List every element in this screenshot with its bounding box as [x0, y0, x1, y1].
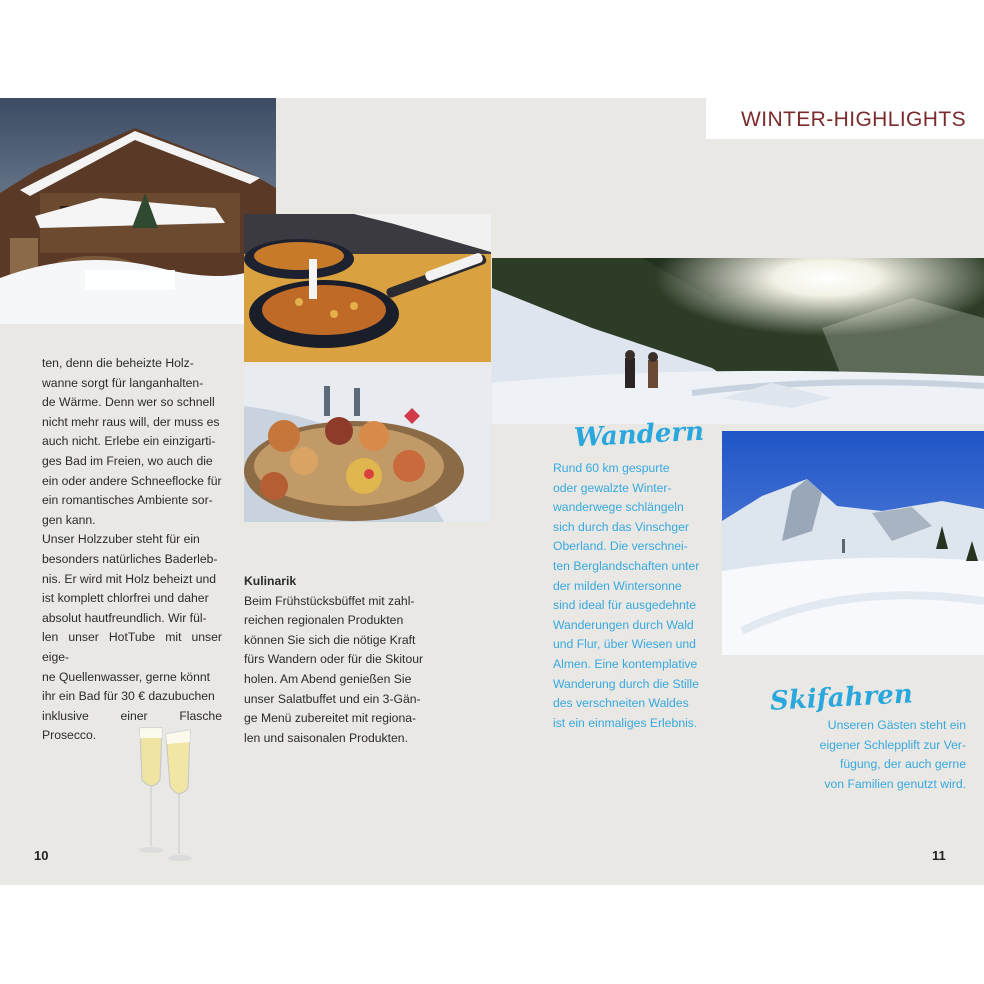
skifahren-text: [800, 716, 966, 794]
prosecco-glasses-illustration: [132, 720, 202, 868]
text-line: reichen regionalen Produkten: [244, 613, 404, 628]
text-line: de Wärme. Denn wer so schnell: [42, 395, 215, 410]
text-line: oder gewalzte Winter-: [553, 480, 672, 495]
winter-hikers-photo: [492, 258, 984, 424]
text-line: absolut hautfreundlich. Wir fül-: [42, 610, 207, 625]
skifahren-heading: Skifahren: [769, 679, 914, 717]
text-line: holen. Am Abend genießen Sie: [244, 671, 412, 686]
wandern-heading: Wandern: [573, 416, 705, 454]
text-line: ist komplett chlorfrei und daher: [42, 591, 209, 606]
text-line: ein oder andere Schneeflocke für: [42, 473, 222, 488]
page-number-left: 10: [34, 848, 49, 863]
text-line: Wanderungen durch Wald: [553, 617, 694, 632]
text-line: inklusive einer Flasche Prosecco.: [42, 708, 222, 743]
pasta-pans-photo: [244, 214, 491, 362]
section-title-box: [706, 98, 984, 139]
text-line: Almen. Eine kontemplative: [553, 656, 698, 671]
text-line: ten, denn die beheizte Holz-: [42, 356, 194, 370]
text-line: und Flur, über Wiesen und: [553, 637, 696, 652]
text-line: unser Salatbuffet und ein 3-Gän-: [244, 691, 421, 706]
text-line: len unser HotTube mit unser eige-: [42, 630, 222, 664]
text-line: Rund 60 km gespurte: [553, 461, 670, 475]
ski-slope-photo: [722, 431, 984, 655]
section-title: WINTER-HIGHLIGHTS: [741, 108, 966, 131]
text-line: gen kann.: [42, 512, 96, 527]
text-line: Wanderung durch die Stille: [553, 676, 699, 691]
text-line: auch nicht. Erlebe ein einzigarti-: [42, 434, 216, 449]
text-line: wanderwege schlängeln: [553, 500, 684, 515]
brochure-spread: [0, 98, 984, 885]
kulinarik-text: [244, 572, 428, 748]
wandern-text: [553, 459, 713, 733]
text-line: eigener Schlepplift zur Ver-: [819, 737, 966, 752]
text-line: von Familien genutzt wird.: [824, 776, 966, 791]
text-line: können Sie sich die nötige Kraft: [244, 632, 416, 647]
text-line: ist ein einmaliges Erlebnis.: [553, 715, 698, 730]
text-line: des verschneiten Waldes: [553, 696, 689, 711]
kulinarik-heading: Kulinarik: [244, 574, 297, 588]
text-line: fürs Wandern oder für die Skitour: [244, 652, 424, 667]
text-line: ten Berglandschaften unter: [553, 558, 700, 573]
text-line: ein romantisches Ambiente sor-: [42, 493, 213, 508]
text-line: wanne sorgt für langanhalten-: [42, 375, 204, 390]
text-line: Oberland. Die verschnei-: [553, 539, 688, 554]
text-line: sich durch das Vinschger: [553, 519, 689, 534]
text-line: der milden Wintersonne: [553, 578, 682, 593]
hot-tub-text: [42, 354, 222, 746]
chalet-hot-tub-photo: [0, 98, 276, 324]
party-buffet-photo: [244, 366, 491, 522]
text-line: ne Quellenwasser, gerne könnt: [42, 669, 211, 684]
text-line: sind ideal für ausgedehnte: [553, 598, 696, 613]
text-line: len und saisonalen Produkten.: [244, 730, 408, 745]
text-line: ge Menü zubereitet mit regiona-: [244, 711, 417, 726]
text-line: ges Bad im Freien, wo auch die: [42, 453, 213, 468]
text-line: Beim Frühstücksbüffet mit zahl-: [244, 593, 415, 608]
text-line: Unseren Gästen steht ein: [827, 718, 966, 732]
text-line: nis. Er wird mit Holz beheizt und: [42, 571, 217, 586]
text-line: ihr ein Bad für 30 € dazubuchen: [42, 689, 215, 704]
text-line: besonders natürliches Baderleb-: [42, 551, 218, 566]
page-number-right: 11: [932, 848, 946, 863]
text-line: nicht mehr raus will, der muss es: [42, 414, 220, 429]
text-line: fügung, der auch gerne: [839, 757, 966, 772]
text-line: Unser Holzzuber steht für ein: [42, 532, 200, 547]
